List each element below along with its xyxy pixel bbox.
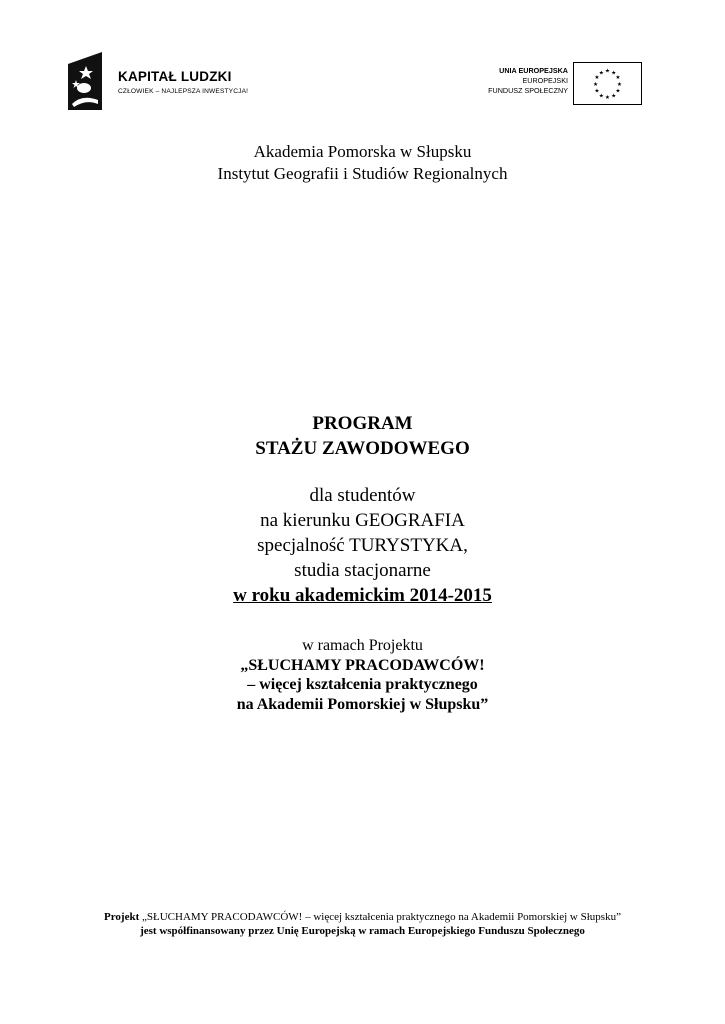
institute-name: Instytut Geografii i Studiów Regionalnych <box>217 164 508 183</box>
eu-line-2: EUROPEJSKI <box>522 76 568 85</box>
program-details <box>0 483 725 608</box>
footer-project-label: Projekt <box>104 911 140 923</box>
svg-text:★: ★ <box>604 95 611 102</box>
svg-text:★: ★ <box>616 81 622 88</box>
academic-year: w roku akademickim 2014-2015 <box>233 585 492 606</box>
project-block <box>0 636 725 714</box>
eu-flag-icon <box>573 62 642 105</box>
project-title-line-1: „SŁUCHAMY PRACODAWCÓW! <box>240 656 485 674</box>
footer-line-2: jest współfinansowany przez Unię Europejską w ramach Europejskiego Funduszu Społecznego <box>140 925 585 937</box>
project-intro: w ramach Projektu <box>302 637 423 654</box>
eu-logo <box>470 62 642 106</box>
svg-text:★: ★ <box>594 75 600 82</box>
details-line-1: dla studentów <box>309 485 416 506</box>
svg-text:★: ★ <box>598 93 604 100</box>
details-line-2: na kierunku GEOGRAFIA <box>260 510 465 531</box>
svg-text:★: ★ <box>604 68 611 75</box>
eu-line-1: UNIA EUROPEJSKA <box>499 66 568 75</box>
eu-line-3: FUNDUSZ SPOŁECZNY <box>488 86 568 95</box>
svg-text:★: ★ <box>598 70 604 77</box>
kapital-ludzki-emblem-icon <box>68 52 104 110</box>
details-line-4: studia stacjonarne <box>294 560 431 581</box>
program-title <box>0 411 725 461</box>
kapital-ludzki-title: KAPITAŁ LUDZKI <box>118 69 232 84</box>
svg-text:★: ★ <box>594 88 600 95</box>
svg-text:★: ★ <box>615 75 621 82</box>
svg-text:★: ★ <box>593 81 599 88</box>
kapital-ludzki-logo <box>68 52 268 112</box>
program-title-line-2: STAŻU ZAWODOWEGO <box>255 438 470 459</box>
footer-line-1 <box>0 910 725 924</box>
kapital-ludzki-subtitle: CZŁOWIEK – NAJLEPSZA INWESTYCJA! <box>118 88 249 95</box>
project-title-line-2: – więcej kształcenia praktycznego <box>247 676 478 693</box>
project-title-line-3: na Akademii Pomorskiej w Słupsku” <box>236 695 489 713</box>
program-title-line-1: PROGRAM <box>312 413 413 434</box>
svg-text:★: ★ <box>611 93 617 100</box>
svg-text:★: ★ <box>615 88 621 95</box>
svg-text:★: ★ <box>611 70 617 77</box>
footer-project-name: „SŁUCHAMY PRACODAWCÓW! – więcej kształcenia praktycznego na Akademii Pomorskiej w Słupsku” <box>139 911 621 923</box>
details-line-3: specjalność TURYSTYKA, <box>257 535 468 556</box>
institution-block <box>0 141 725 185</box>
eu-logo-text <box>488 66 568 96</box>
footer <box>0 910 725 938</box>
institution-name: Akademia Pomorska w Słupsku <box>253 142 472 161</box>
